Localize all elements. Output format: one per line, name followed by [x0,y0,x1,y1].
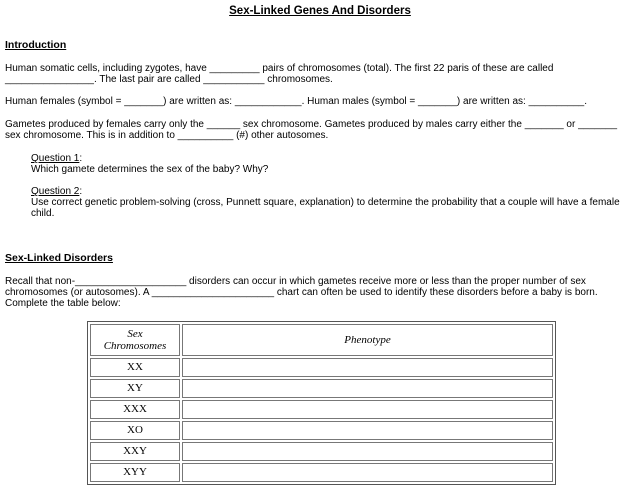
intro-paragraph-2: Human females (symbol = _______) are written as: ____________. Human males (symbol = _______) are written as: __________. [5,96,588,107]
disorders-paragraph: Recall that non-____________________ disorders can occur in which gametes receive more or less than the proper number of sex chromosomes (or autosomes). A ______________________ chart can often be used to identify these disorders before a baby is born. Complete the table below: [5,276,598,309]
table-row [90,379,553,398]
phenotype-cell[interactable] [182,379,553,398]
introduction-heading: Introduction [5,39,67,51]
question-2-label: Question 2 [31,186,80,197]
phenotype-cell[interactable] [182,463,553,482]
phenotype-cell[interactable] [182,400,553,419]
question-1-text: Which gamete determines the sex of the baby? Why? [31,164,269,175]
table-row [90,358,553,377]
intro-paragraph-1: Human somatic cells, including zygotes, have _________ pairs of chromosomes (total). The first 22 paris of these are called ________________. The last pair are called ___________ chromosomes. [5,63,554,85]
chromosome-cell: XXY [90,442,180,461]
table-row [90,442,553,461]
table-row [90,421,553,440]
sex-chromosomes-table [87,321,556,485]
chromosome-cell: XO [90,421,180,440]
header-phenotype: Phenotype [182,324,553,356]
table-row [90,400,553,419]
header-sex-chromosomes: Sex Chromosomes [90,324,180,356]
intro-paragraph-3: Gametes produced by females carry only the ______ sex chromosome. Gametes produced by males carry either the _______ or _______ sex chromosome. This is in addition to __________ (#) other autosomes. [5,119,618,141]
table-row [90,463,553,482]
phenotype-cell[interactable] [182,358,553,377]
page-title: Sex-Linked Genes And Disorders [229,5,411,17]
chromosome-cell: XX [90,358,180,377]
question-1-label: Question 1 [31,153,80,164]
chromosome-cell: XXX [90,400,180,419]
table-header-row [90,324,553,356]
phenotype-cell[interactable] [182,421,553,440]
question-1: Question 1: Which gamete determines the sex of the baby? Why? [31,153,269,175]
question-2: Question 2: Use correct genetic problem-solving (cross, Punnett square, explanation) to determine the probability that a couple will have a female child. [31,186,620,219]
chromosome-cell: XYY [90,463,180,482]
chromosome-cell: XY [90,379,180,398]
question-2-text: Use correct genetic problem-solving (cross, Punnett square, explanation) to determine the probability that a couple will have a female child. [31,197,620,219]
sex-linked-disorders-heading: Sex-Linked Disorders [5,252,113,264]
phenotype-cell[interactable] [182,442,553,461]
